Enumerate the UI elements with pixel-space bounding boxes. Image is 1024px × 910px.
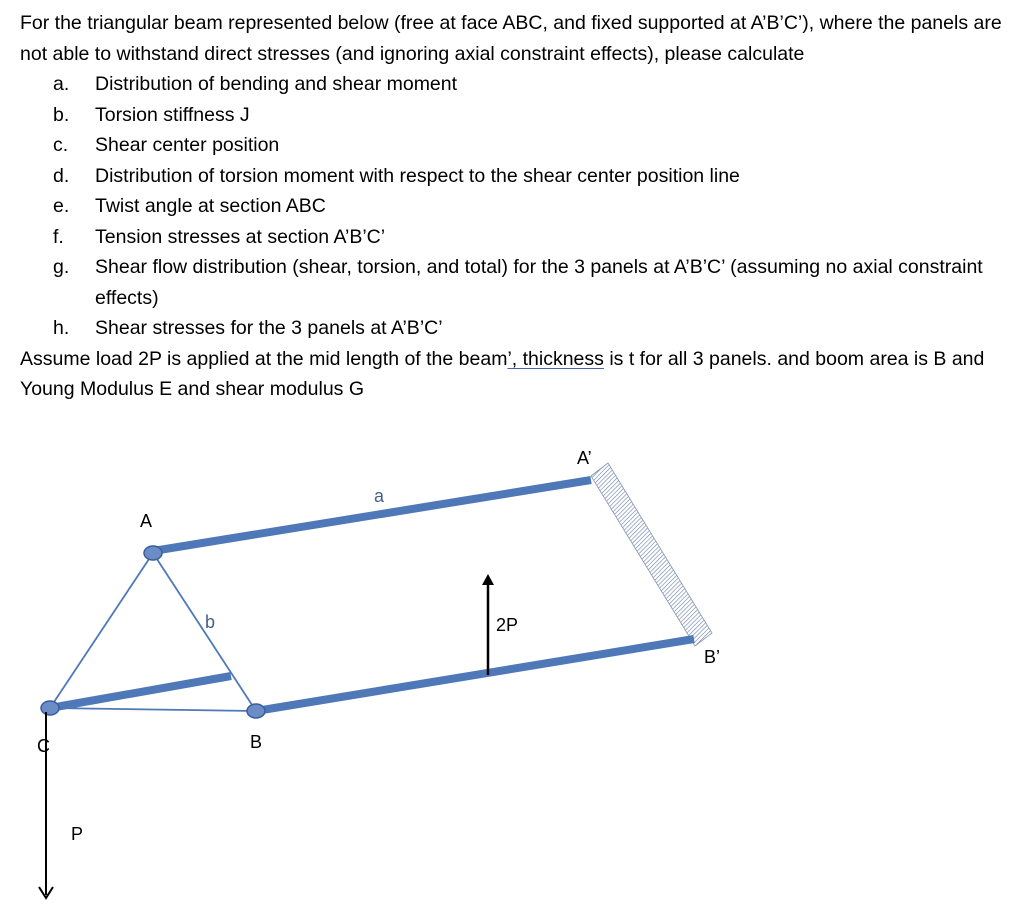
question-marker: e. [53,195,70,217]
question-marker: b. [53,103,70,126]
load-2p-arrowhead [482,574,494,585]
label-dimension-a: a [374,486,385,506]
label-load-p: P [71,824,84,844]
boom-b-stringer [256,639,694,711]
boom-node-a [144,546,162,560]
label-node-c: C [37,736,50,756]
question-text: Tension stresses at section A’B’C’ [95,225,386,248]
question-text: Shear flow distribution (shear, torsion, and total) for the 3 panels at A’B’C’ (assuming no axial constraint effects) [95,256,983,309]
question-text: Torsion stiffness J [95,103,250,126]
boom-node-c [41,701,59,715]
question-text: Twist angle at section ABC [95,195,326,217]
assumption-text-start: Assume load 2P is applied at the mid length of the beam [20,347,508,370]
question-text: Distribution of bending and shear moment [95,73,458,95]
question-text: Shear stresses for the 3 panels at A’B’C’ [95,317,443,339]
question-marker: f. [53,225,64,248]
question-marker: h. [53,317,70,339]
question-marker: c. [53,134,69,156]
fixed-support-hatching [591,463,712,646]
panel-edge-ac [50,553,153,708]
fixed-support [591,463,712,646]
question-marker: a. [53,73,70,95]
assumption-text-end: is t for all 3 panels. and boom area is B and Young Modulus E and shear modulus G [20,347,985,400]
assumption-underlined-text: ’, thickness [507,347,604,370]
panel-edge-bc [50,708,256,711]
question-text: Shear center position [95,134,280,156]
label-dimension-b: b [205,612,216,632]
question-marker: d. [53,164,70,187]
boom-c-stringer [50,676,231,708]
label-node-b-prime: B’ [704,647,721,667]
label-node-a: A [140,511,153,531]
label-node-a-prime: A’ [577,448,592,468]
boom-node-b [247,704,265,718]
boom-a-stringer [153,480,591,551]
label-node-b: B [250,732,263,752]
load-2p-arrow [482,574,494,675]
intro-paragraph: For the triangular beam represented below (free at face ABC, and fixed supported at A’B’C’), where the panels are not able to withstand direct stresses (and ignoring axial constraint effects), please calculate [20,12,1002,65]
question-text: Distribution of torsion moment with respect to the shear center position line [95,164,740,187]
label-load-2p: 2P [496,615,519,635]
question-marker: g. [53,256,70,278]
